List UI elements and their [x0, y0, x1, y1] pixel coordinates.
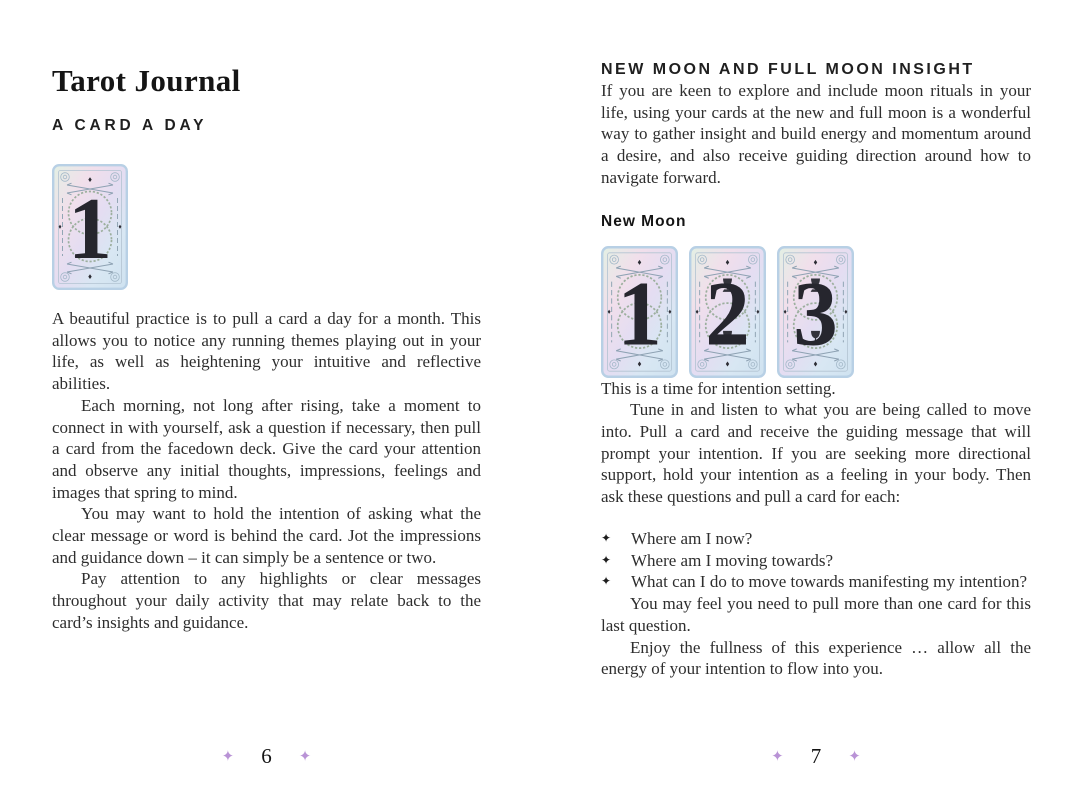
page-number-right: 7	[810, 744, 822, 768]
page-left	[52, 0, 481, 800]
tarot-card-one-illustration	[52, 164, 128, 290]
tarot-card-three-illustration	[777, 246, 854, 378]
ritual-question-item	[601, 550, 1031, 572]
three-card-spread	[601, 246, 1031, 378]
sparkle-bullet-icon: ✦	[601, 552, 612, 567]
ritual-question-item	[601, 571, 1031, 593]
sparkle-icon: ✦	[298, 747, 312, 765]
a-card-a-day-heading: A CARD A DAY	[52, 117, 208, 134]
book-title: Tarot Journal	[52, 63, 241, 98]
body-paragraph: You may want to hold the intention of asking what the clear message or word is behind the card. Jot the impressions and guidance down – it can simply be a sentence or two.	[52, 504, 481, 567]
ritual-question-text: What can I do to move towards manifesting my intention?	[631, 572, 1028, 592]
page-footer-left	[52, 744, 481, 768]
body-paragraph: Enjoy the fullness of this experience … allow all the energy of your intention to flow into you.	[601, 637, 1031, 679]
sparkle-icon: ✦	[848, 747, 861, 765]
ritual-question-text: Where am I moving towards?	[631, 550, 834, 570]
body-paragraph: You may feel you need to pull more than one card for this last question.	[601, 594, 1031, 635]
body-paragraph: If you are keen to explore and include moon rituals in your life, using your cards at the new and full moon is a wonderful way to gather insight and build energy and momentum around a desire, and also receive guiding direction around how to navigate forward.	[601, 81, 1031, 187]
ritual-question-text: Where am I now?	[631, 528, 753, 548]
tarot-card-one-illustration	[601, 246, 678, 378]
ritual-questions-list	[601, 528, 1031, 593]
page-right	[601, 0, 1031, 800]
page-footer-right	[601, 744, 1031, 768]
page-number-left: 6	[261, 744, 272, 768]
sparkle-icon: ✦	[221, 747, 235, 765]
body-paragraph: A beautiful practice is to pull a card a day for a month. This allows you to notice any running themes playing out in your life, as well as heightening your intuitive and reflective abilities.	[52, 309, 481, 394]
sparkle-bullet-icon: ✦	[601, 574, 612, 589]
new-moon-subheading: New Moon	[601, 212, 687, 230]
body-paragraph: Pay attention to any highlights or clear messages throughout your daily activity that may relate back to the card’s insights and guidance.	[52, 569, 481, 632]
card-numeral: 3	[793, 261, 838, 365]
card-numeral: 1	[68, 181, 112, 278]
tarot-card-two-illustration	[689, 246, 766, 378]
card-numeral: 1	[617, 261, 662, 365]
body-paragraph: This is a time for intention setting.	[601, 378, 836, 398]
sparkle-bullet-icon: ✦	[601, 530, 612, 545]
ritual-question-item	[601, 528, 1031, 550]
body-paragraph: Tune in and listen to what you are being called to move into. Pull a card and receive the guiding message that will prompt your intention. If you are seeking more directional support, hold your intention as a feeling in your body. Then ask these questions and pull a card for each:	[601, 400, 1031, 507]
new-moon-full-moon-heading: NEW MOON AND FULL MOON INSIGHT	[601, 61, 975, 78]
sparkle-icon: ✦	[771, 747, 784, 765]
card-numeral: 2	[705, 261, 750, 365]
body-paragraph: Each morning, not long after rising, take a moment to connect in with yourself, ask a question if necessary, then pull a card from the facedown deck. Give the card your attention and observe any initial thoughts, impressions, feelings and images that spring to mind.	[52, 395, 481, 502]
